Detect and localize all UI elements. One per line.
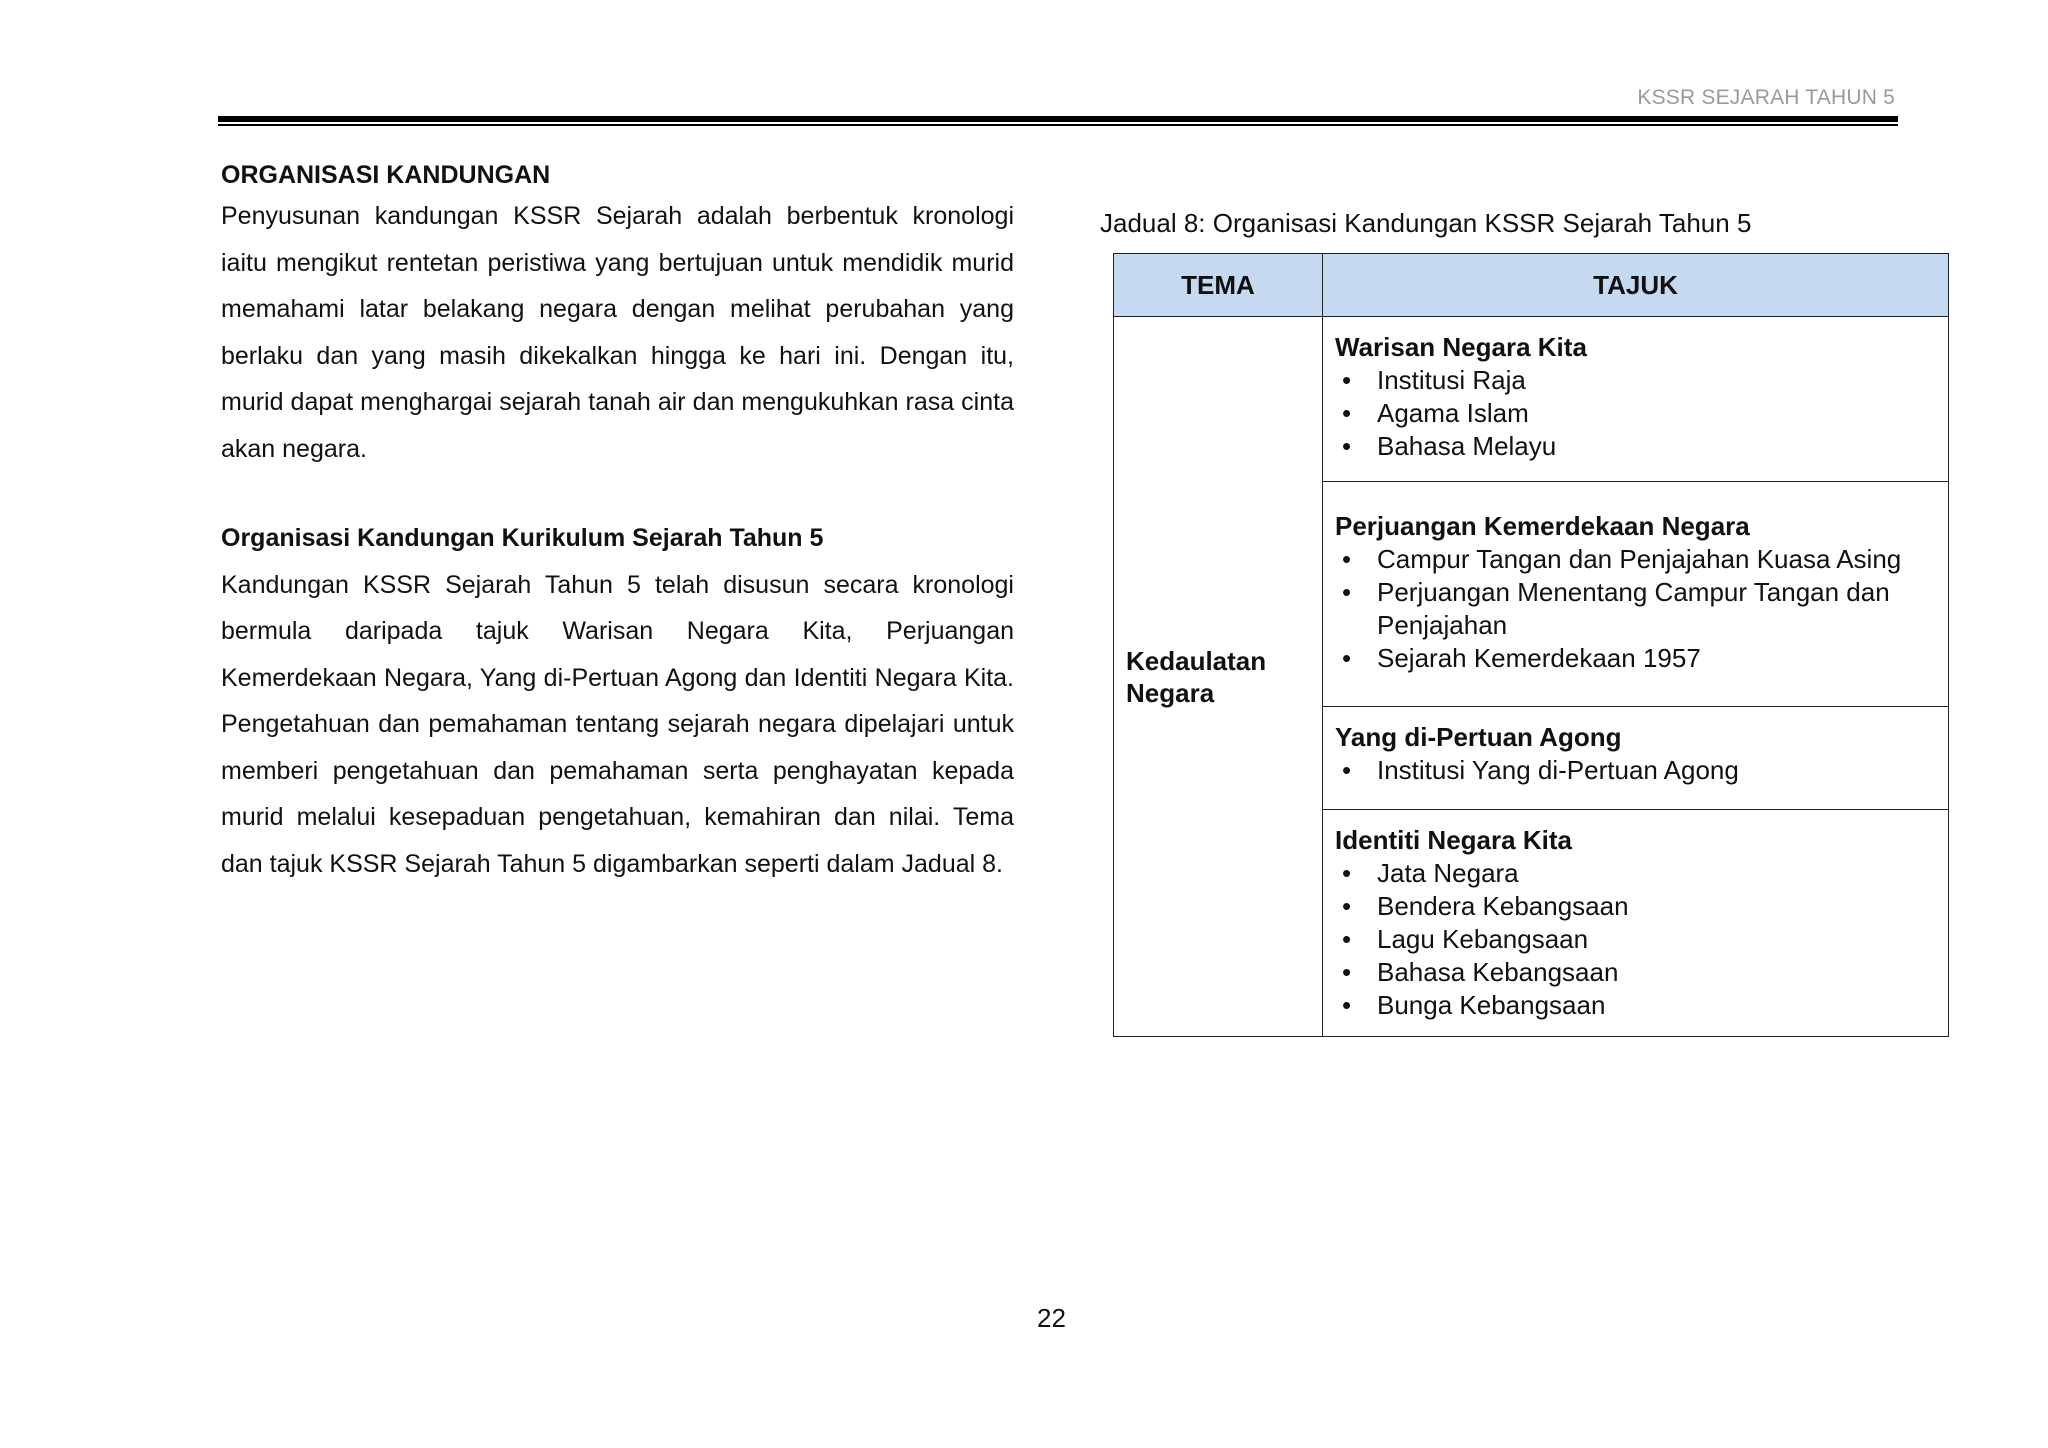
list-item — [1335, 923, 1936, 956]
section-heading: ORGANISASI KANDUNGAN — [221, 161, 551, 189]
list-item — [1335, 890, 1936, 923]
topic-list — [1335, 857, 1936, 1022]
topic-list — [1335, 754, 1936, 787]
list-item-text: Bunga Kebangsaan — [1377, 990, 1606, 1020]
page-number: 22 — [1037, 1303, 1066, 1333]
topic-title: Yang di-Pertuan Agong — [1335, 722, 1622, 752]
running-header: KSSR SEJARAH TAHUN 5 — [1637, 86, 1895, 109]
body-paragraph: Kandungan KSSR Sejarah Tahun 5 telah disusun secara kronologi bermula daripada tajuk Warisan Negara Kita, Perjuangan Kemerdekaan Negara, Yang di-Pertuan Agong dan Identiti Negara Kita. Pengetahuan dan pemahaman tentang sejarah negara dipelajari untuk memberi pengetahuan dan pemahaman serta penghayatan kepada murid melalui kesepaduan pengetahuan, kemahiran dan nilai. Tema dan tajuk KSSR Sejarah Tahun 5 digambarkan seperti dalam Jadual 8. — [221, 570, 1014, 878]
bullet-icon: • — [1342, 431, 1352, 461]
bullet-icon: • — [1342, 398, 1352, 428]
topic-cell — [1323, 707, 1949, 810]
list-item — [1335, 430, 1936, 463]
tema-cell: Kedaulatan Negara — [1114, 317, 1323, 1037]
list-item — [1335, 956, 1936, 989]
list-item-text: Bahasa Kebangsaan — [1377, 957, 1619, 987]
bullet-icon: • — [1342, 891, 1352, 921]
list-item-text: Bahasa Melayu — [1377, 431, 1557, 461]
subsection-heading: Organisasi Kandungan Kurikulum Sejarah Tahun 5 — [221, 524, 824, 552]
header-rule-thin — [218, 124, 1898, 126]
list-item-text: Institusi Yang di-Pertuan Agong — [1377, 755, 1739, 785]
column-header-tema: TEMA — [1114, 254, 1323, 317]
list-item — [1335, 576, 1936, 642]
left-column — [221, 157, 1014, 887]
bullet-icon: • — [1342, 957, 1352, 987]
list-item-text: Institusi Raja — [1377, 365, 1526, 395]
topic-cell — [1323, 810, 1949, 1037]
table-header-row — [1114, 254, 1949, 317]
list-item-text: Bendera Kebangsaan — [1377, 891, 1629, 921]
topic-list — [1335, 364, 1936, 463]
list-item-text: Sejarah Kemerdekaan 1957 — [1377, 643, 1701, 673]
bullet-icon: • — [1342, 990, 1352, 1020]
list-item-text: Perjuangan Menentang Campur Tangan dan Penjajahan — [1377, 577, 1890, 640]
bullet-icon: • — [1342, 577, 1352, 607]
bullet-icon: • — [1342, 544, 1352, 574]
list-item-text: Campur Tangan dan Penjajahan Kuasa Asing — [1377, 544, 1902, 574]
paragraph-gap — [221, 472, 1014, 515]
table-row — [1114, 317, 1949, 482]
list-item — [1335, 857, 1936, 890]
list-item-text: Jata Negara — [1377, 858, 1519, 888]
list-item — [1335, 642, 1936, 675]
table-caption: Jadual 8: Organisasi Kandungan KSSR Sejarah Tahun 5 — [1100, 208, 1752, 238]
topic-cell — [1323, 317, 1949, 482]
header-rule-thick — [218, 116, 1898, 122]
bullet-icon: • — [1342, 858, 1352, 888]
list-item-text: Agama Islam — [1377, 398, 1529, 428]
bullet-icon: • — [1342, 643, 1352, 673]
bullet-icon: • — [1342, 755, 1352, 785]
list-item-text: Lagu Kebangsaan — [1377, 924, 1589, 954]
topic-title: Warisan Negara Kita — [1335, 332, 1587, 362]
topic-list — [1335, 543, 1936, 675]
topic-cell — [1323, 482, 1949, 707]
list-item — [1335, 364, 1936, 397]
bullet-icon: • — [1342, 365, 1352, 395]
list-item — [1335, 397, 1936, 430]
bullet-icon: • — [1342, 924, 1352, 954]
list-item — [1335, 543, 1936, 576]
list-item — [1335, 754, 1936, 787]
topic-title: Perjuangan Kemerdekaan Negara — [1335, 511, 1750, 541]
topic-title: Identiti Negara Kita — [1335, 825, 1572, 855]
column-header-tajuk: TAJUK — [1323, 254, 1949, 317]
intro-paragraph: Penyusunan kandungan KSSR Sejarah adalah berbentuk kronologi iaitu mengikut rentetan peristiwa yang bertujuan untuk mendidik murid memahami latar belakang negara dengan melihat perubahan yang berlaku dan yang masih dikekalkan hingga ke hari ini. Dengan itu, murid dapat menghargai sejarah tanah air dan mengukuhkan rasa cinta akan negara. — [221, 202, 1014, 463]
content-table — [1113, 253, 1949, 1037]
list-item — [1335, 989, 1936, 1022]
